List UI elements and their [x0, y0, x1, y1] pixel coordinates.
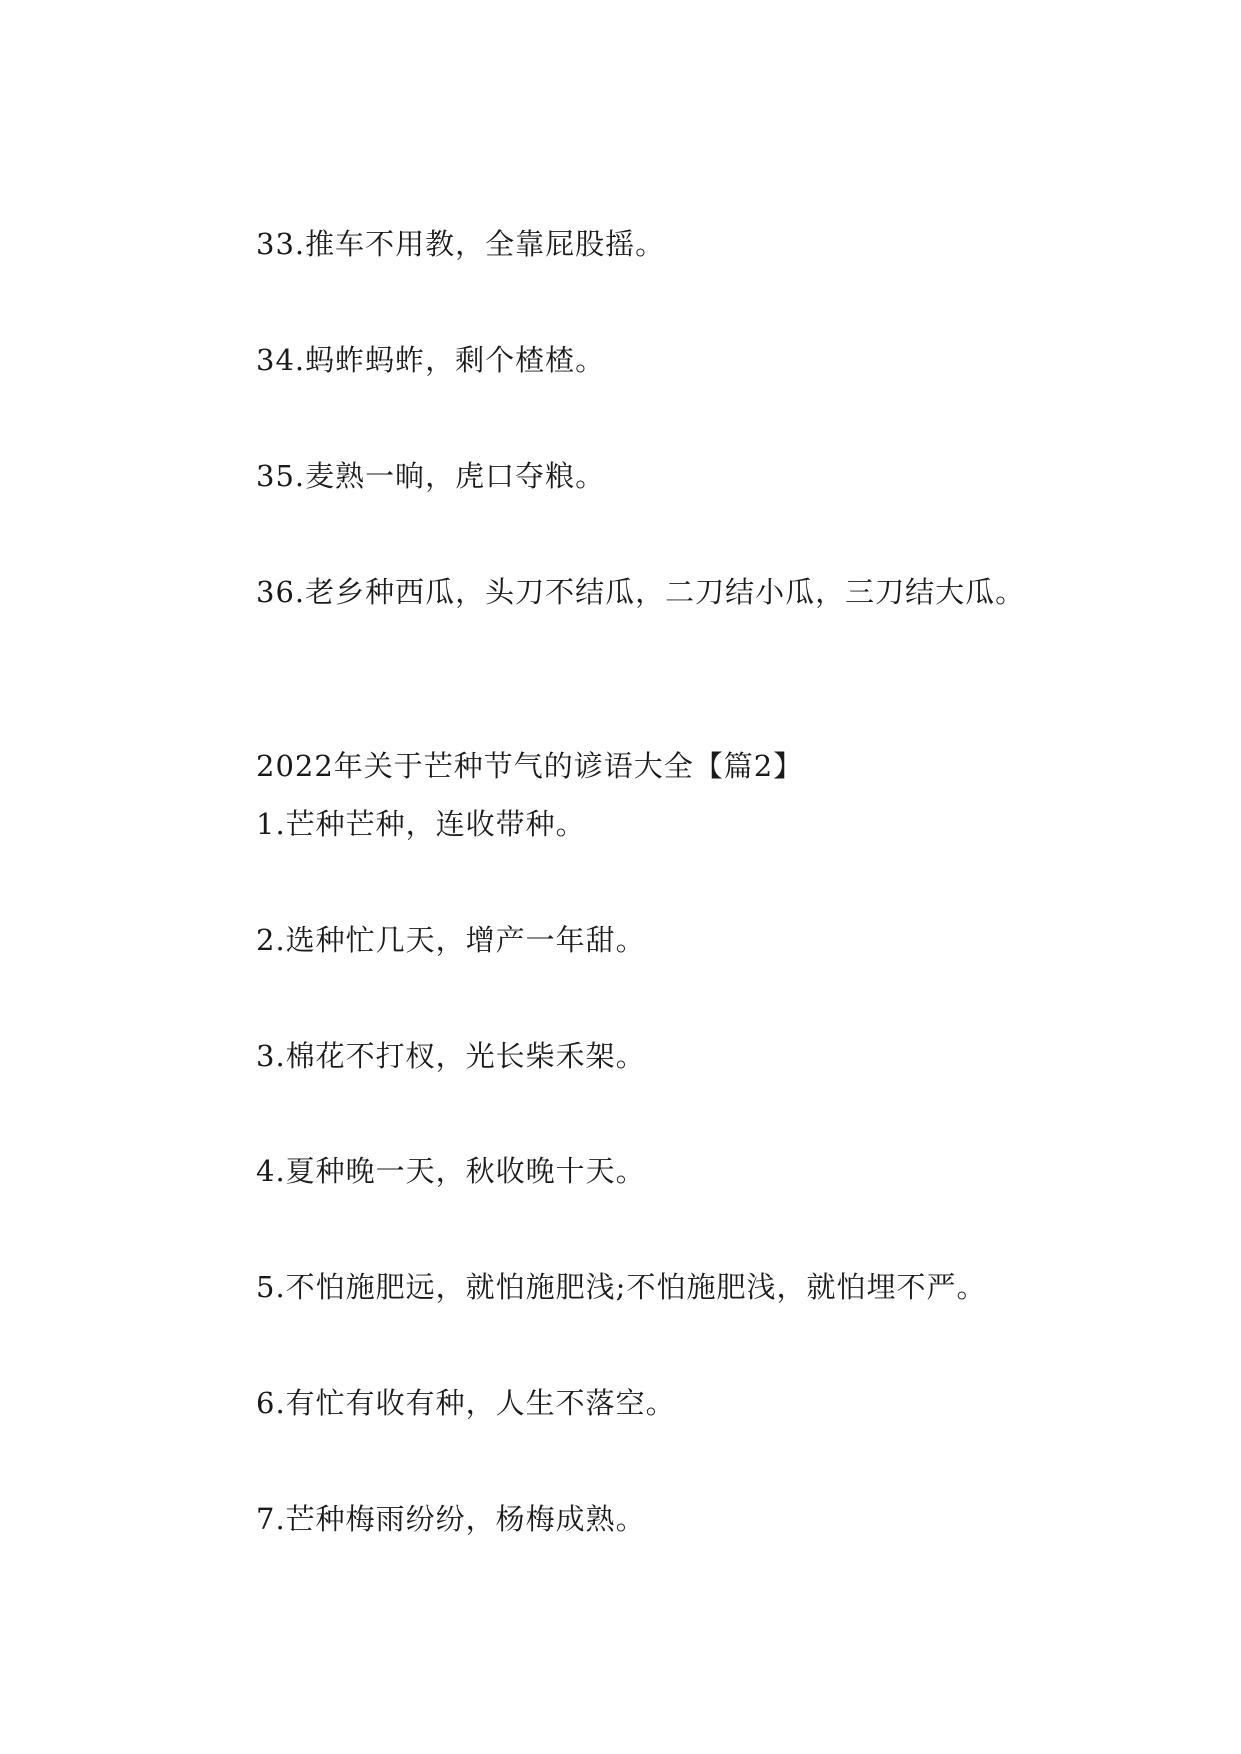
- proverb-2: 2.选种忙几天，增产一年甜。: [256, 923, 646, 957]
- proverb-36: 36.老乡种西瓜，头刀不结瓜，二刀结小瓜，三刀结大瓜。: [256, 575, 1026, 609]
- section-heading: 2022年关于芒种节气的谚语大全【篇2】: [256, 749, 804, 783]
- proverb-5: 5.不怕施肥远，就怕施肥浅;不怕施肥浅，就怕埋不严。: [256, 1270, 987, 1304]
- proverb-1: 1.芒种芒种，连收带种。: [256, 807, 586, 841]
- proverb-7: 7.芒种梅雨纷纷，杨梅成熟。: [256, 1502, 646, 1536]
- proverb-34: 34.蚂蚱蚂蚱，剩个楂楂。: [256, 343, 606, 377]
- proverb-4: 4.夏种晚一天，秋收晚十天。: [256, 1154, 646, 1188]
- proverb-6: 6.有忙有收有种，人生不落空。: [256, 1386, 676, 1420]
- proverb-33: 33.推车不用教，全靠屁股摇。: [256, 227, 666, 261]
- proverb-35: 35.麦熟一晌，虎口夺粮。: [256, 459, 606, 493]
- proverb-3: 3.棉花不打杈，光长柴禾架。: [256, 1039, 646, 1073]
